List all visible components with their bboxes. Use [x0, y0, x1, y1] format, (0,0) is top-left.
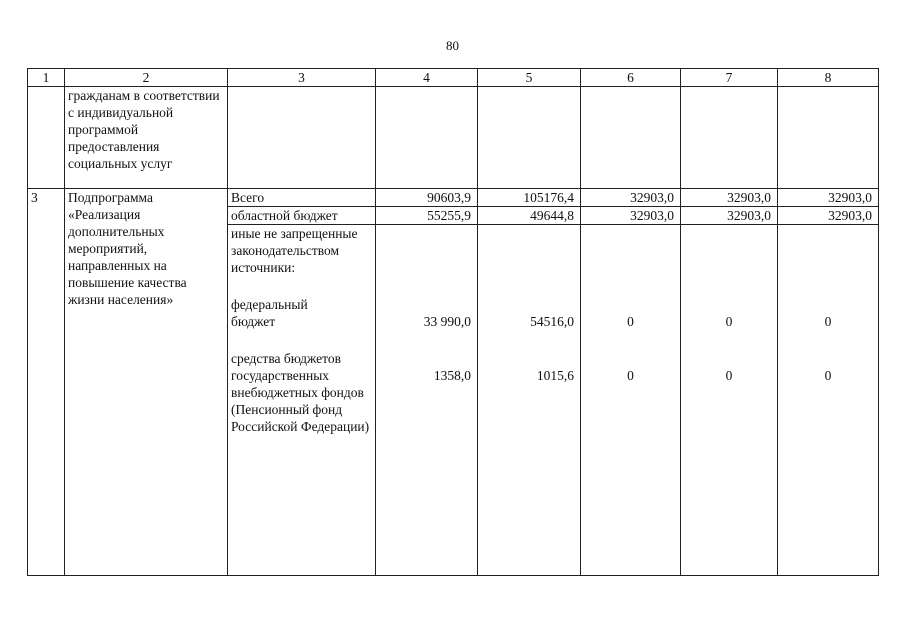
- index-cell: [28, 87, 65, 189]
- table-row: [28, 87, 879, 189]
- page-number: 80: [446, 38, 459, 53]
- federal-value: 33 990,0: [423, 314, 471, 329]
- source-cell: [228, 225, 376, 576]
- funds-value: 1015,6: [536, 368, 574, 383]
- value-cell: [478, 87, 581, 189]
- federal-label: федеральный бюджет: [231, 297, 308, 329]
- value-cell: [581, 87, 681, 189]
- header-cell: 7: [681, 69, 778, 87]
- funds-value: 0: [725, 368, 733, 383]
- federal-value: 0: [824, 314, 832, 329]
- header-row: [28, 69, 879, 87]
- header-cell: 6: [581, 69, 681, 87]
- other-sources-label: иные не запрещенные законодательством источники:: [231, 226, 358, 275]
- value-cell: 90603,9: [376, 189, 478, 207]
- federal-value: 54516,0: [530, 314, 574, 329]
- value-cell: 32903,0: [581, 189, 681, 207]
- funds-label: средства бюджетов государственных внебюджетных фондов (Пенсионный фонд Российской Федерации): [231, 351, 370, 434]
- value-cell: [478, 225, 581, 576]
- header-cell: 5: [478, 69, 581, 87]
- source-label: областной бюджет: [228, 207, 376, 225]
- value-cell: 32903,0: [681, 207, 778, 225]
- value-cell: 32903,0: [778, 189, 879, 207]
- federal-value: 0: [725, 314, 733, 329]
- value-cell: [681, 87, 778, 189]
- value-cell: 32903,0: [681, 189, 778, 207]
- funds-value: 0: [627, 368, 634, 383]
- budget-table: [27, 68, 879, 576]
- name-cell: гражданам в соответствии с индивидуальной программой предоставления социальных услуг: [65, 87, 228, 189]
- value-cell: 49644,8: [478, 207, 581, 225]
- value-cell: [778, 225, 879, 576]
- value-cell: [376, 87, 478, 189]
- value-cell: [778, 87, 879, 189]
- funds-value: 0: [824, 368, 832, 383]
- header-cell: 1: [28, 69, 65, 87]
- value-cell: 105176,4: [478, 189, 581, 207]
- source-label: Всего: [228, 189, 376, 207]
- funds-value: 1358,0: [433, 368, 471, 383]
- federal-value: 0: [627, 314, 634, 329]
- header-cell: 4: [376, 69, 478, 87]
- row-index: 3: [28, 189, 65, 576]
- value-cell: 32903,0: [581, 207, 681, 225]
- value-cell: [376, 225, 478, 576]
- table-row: [28, 189, 879, 207]
- value-cell: 32903,0: [778, 207, 879, 225]
- value-cell: 55255,9: [376, 207, 478, 225]
- header-cell: 2: [65, 69, 228, 87]
- header-cell: 8: [778, 69, 879, 87]
- value-cell: [681, 225, 778, 576]
- subprogram-name: Подпрограмма «Реализация дополнительных мероприятий, направленных на повышение качества жизни населения»: [65, 189, 228, 576]
- source-cell: [228, 87, 376, 189]
- value-cell: [581, 225, 681, 576]
- header-cell: 3: [228, 69, 376, 87]
